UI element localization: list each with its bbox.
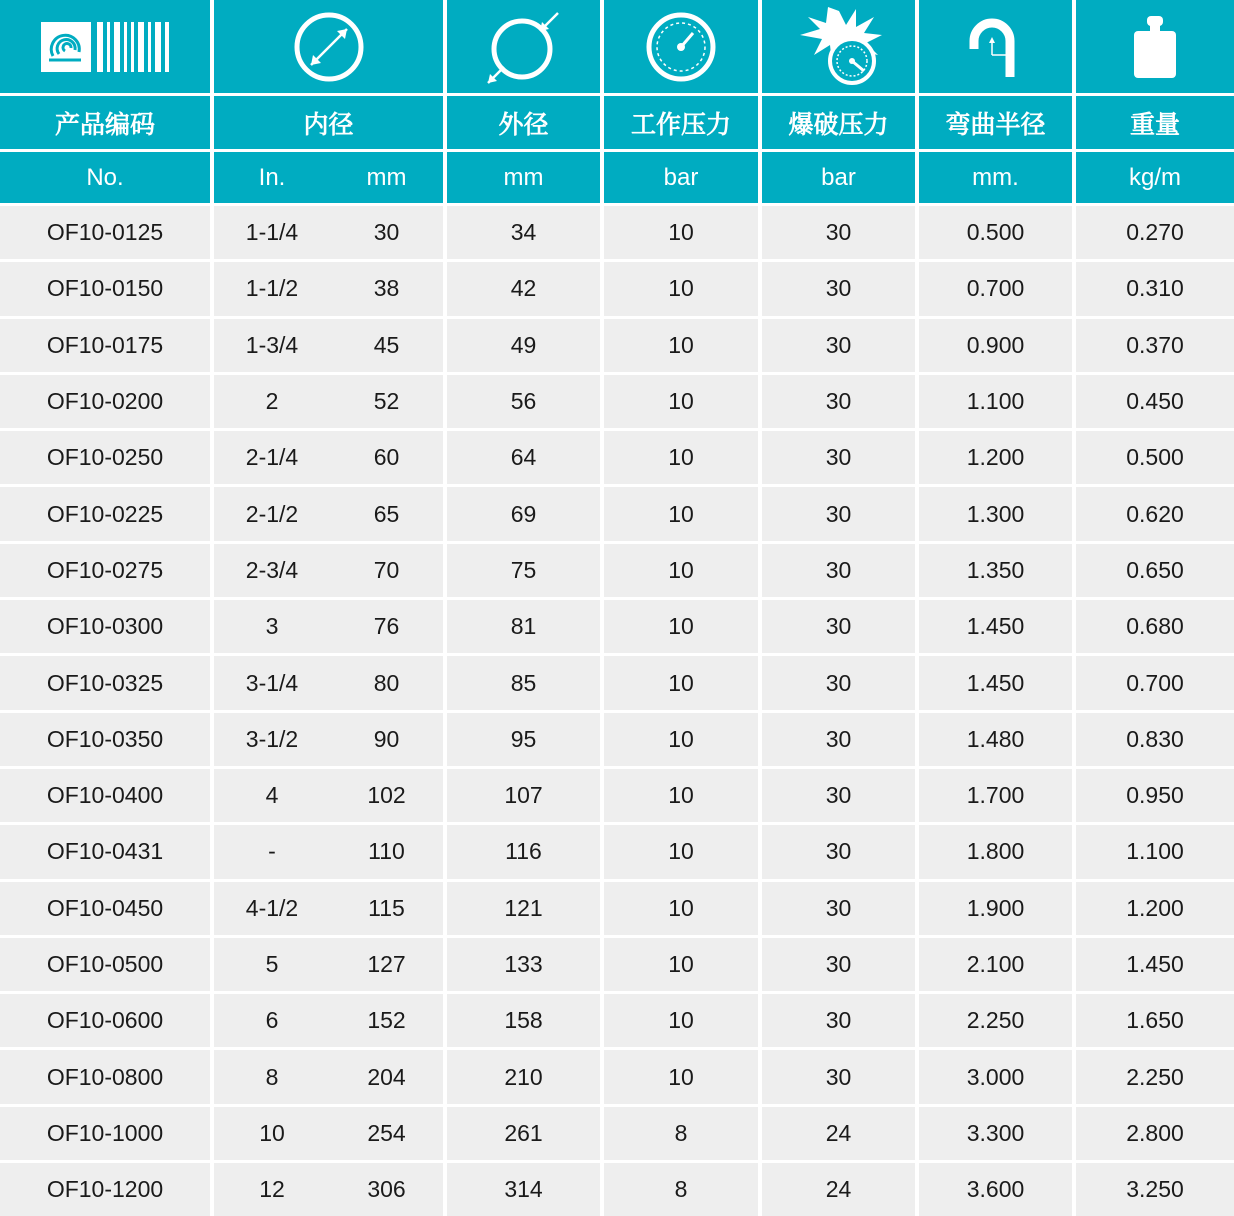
cell-bend-radius: 0.500 <box>919 203 1076 259</box>
cell-burst-pressure: 30 <box>762 766 919 822</box>
cell-working-pressure: 10 <box>604 316 762 372</box>
bend-radius-icon-cell <box>919 0 1076 96</box>
cell-inner-mm: 38 <box>330 259 447 315</box>
cell-inner-in: 8 <box>214 1047 330 1103</box>
unit-inner-mm: mm <box>330 152 447 203</box>
cell-working-pressure: 8 <box>604 1160 762 1216</box>
cell-weight: 0.270 <box>1076 203 1234 259</box>
cell-bend-radius: 1.450 <box>919 653 1076 709</box>
cell-burst-pressure: 24 <box>762 1160 919 1216</box>
cell-bend-radius: 1.450 <box>919 597 1076 653</box>
cell-inner-mm: 52 <box>330 372 447 428</box>
burst-pressure-gauge-icon <box>794 5 884 89</box>
cell-weight: 2.800 <box>1076 1104 1234 1160</box>
cell-bend-radius: 1.700 <box>919 766 1076 822</box>
cell-inner-mm: 65 <box>330 484 447 540</box>
cell-weight: 0.370 <box>1076 316 1234 372</box>
header-code: 产品编码 <box>0 96 214 152</box>
cell-weight: 1.450 <box>1076 935 1234 991</box>
table-row <box>0 766 1234 822</box>
table-row <box>0 1047 1234 1103</box>
cell-weight: 3.250 <box>1076 1160 1234 1216</box>
cell-code: OF10-0325 <box>0 653 214 709</box>
unit-bend-radius: mm. <box>919 152 1076 203</box>
cell-outer: 116 <box>447 822 604 878</box>
cell-burst-pressure: 30 <box>762 710 919 766</box>
cell-code: OF10-0275 <box>0 541 214 597</box>
cell-code: OF10-0125 <box>0 203 214 259</box>
cell-inner-mm: 70 <box>330 541 447 597</box>
cell-working-pressure: 10 <box>604 428 762 484</box>
cell-burst-pressure: 30 <box>762 203 919 259</box>
cell-code: OF10-0600 <box>0 991 214 1047</box>
cell-bend-radius: 1.800 <box>919 822 1076 878</box>
cell-outer: 75 <box>447 541 604 597</box>
table-row <box>0 653 1234 709</box>
cell-inner-in: 5 <box>214 935 330 991</box>
cell-bend-radius: 3.600 <box>919 1160 1076 1216</box>
cell-working-pressure: 10 <box>604 259 762 315</box>
cell-code: OF10-0450 <box>0 879 214 935</box>
header-bend-radius: 弯曲半径 <box>919 96 1076 152</box>
logo-cell <box>0 0 214 96</box>
cell-working-pressure: 10 <box>604 991 762 1047</box>
cell-outer: 56 <box>447 372 604 428</box>
cell-bend-radius: 1.480 <box>919 710 1076 766</box>
cell-working-pressure: 10 <box>604 203 762 259</box>
outer-diameter-icon-cell <box>447 0 604 96</box>
cell-burst-pressure: 30 <box>762 935 919 991</box>
cell-inner-in: 3-1/4 <box>214 653 330 709</box>
cell-outer: 210 <box>447 1047 604 1103</box>
cell-code: OF10-0225 <box>0 484 214 540</box>
cell-bend-radius: 3.300 <box>919 1104 1076 1160</box>
cell-inner-mm: 204 <box>330 1047 447 1103</box>
cell-outer: 314 <box>447 1160 604 1216</box>
cell-working-pressure: 10 <box>604 1047 762 1103</box>
header-outer-diameter: 外径 <box>447 96 604 152</box>
cell-inner-mm: 306 <box>330 1160 447 1216</box>
cell-inner-in: 2-1/2 <box>214 484 330 540</box>
cell-inner-in: 4-1/2 <box>214 879 330 935</box>
cell-outer: 121 <box>447 879 604 935</box>
cell-inner-in: 1-1/2 <box>214 259 330 315</box>
brand-logo-icon <box>39 20 171 74</box>
inner-diameter-icon <box>291 9 367 85</box>
cell-outer: 261 <box>447 1104 604 1160</box>
cell-bend-radius: 1.350 <box>919 541 1076 597</box>
cell-inner-mm: 76 <box>330 597 447 653</box>
unit-working-pressure: bar <box>604 152 762 203</box>
cell-burst-pressure: 30 <box>762 428 919 484</box>
cell-inner-in: 2-3/4 <box>214 541 330 597</box>
cell-burst-pressure: 30 <box>762 822 919 878</box>
table-row <box>0 935 1234 991</box>
cell-weight: 2.250 <box>1076 1047 1234 1103</box>
cell-outer: 81 <box>447 597 604 653</box>
cell-weight: 0.500 <box>1076 428 1234 484</box>
working-pressure-icon-cell <box>604 0 762 96</box>
cell-code: OF10-0200 <box>0 372 214 428</box>
cell-code: OF10-0300 <box>0 597 214 653</box>
cell-code: OF10-0800 <box>0 1047 214 1103</box>
table-row <box>0 541 1234 597</box>
cell-code: OF10-0250 <box>0 428 214 484</box>
cell-code: OF10-0431 <box>0 822 214 878</box>
table-row <box>0 1160 1234 1216</box>
cell-inner-in: 10 <box>214 1104 330 1160</box>
working-pressure-gauge-icon <box>643 9 719 85</box>
cell-burst-pressure: 30 <box>762 653 919 709</box>
cell-inner-mm: 254 <box>330 1104 447 1160</box>
cell-inner-in: 12 <box>214 1160 330 1216</box>
header-inner-diameter: 内径 <box>214 96 447 152</box>
cell-outer: 34 <box>447 203 604 259</box>
cell-outer: 69 <box>447 484 604 540</box>
unit-weight: kg/m <box>1128 163 1181 191</box>
cell-burst-pressure: 30 <box>762 372 919 428</box>
cell-inner-in: - <box>214 822 330 878</box>
inner-diameter-icon-cell <box>214 0 447 96</box>
cell-bend-radius: 0.700 <box>919 259 1076 315</box>
unit-outer: mm <box>447 152 604 203</box>
cell-outer: 95 <box>447 710 604 766</box>
cell-weight: 0.680 <box>1076 597 1234 653</box>
cell-code: OF10-0350 <box>0 710 214 766</box>
cell-inner-in: 2-1/4 <box>214 428 330 484</box>
table-row <box>0 203 1234 259</box>
header-icon-row <box>0 0 1234 96</box>
cell-bend-radius: 0.900 <box>919 316 1076 372</box>
cell-bend-radius: 1.300 <box>919 484 1076 540</box>
cell-working-pressure: 10 <box>604 935 762 991</box>
cell-inner-in: 4 <box>214 766 330 822</box>
weight-icon-cell <box>1076 0 1234 96</box>
cell-working-pressure: 8 <box>604 1104 762 1160</box>
cell-inner-in: 1-3/4 <box>214 316 330 372</box>
table-row <box>0 710 1234 766</box>
cell-weight: 0.830 <box>1076 710 1234 766</box>
cell-inner-mm: 127 <box>330 935 447 991</box>
cell-bend-radius: 1.100 <box>919 372 1076 428</box>
cell-inner-mm: 115 <box>330 879 447 935</box>
cell-inner-mm: 110 <box>330 822 447 878</box>
table-row <box>0 822 1234 878</box>
header-burst-pressure: 爆破压力 <box>762 96 919 152</box>
cell-bend-radius: 2.100 <box>919 935 1076 991</box>
cell-burst-pressure: 30 <box>762 991 919 1047</box>
cell-working-pressure: 10 <box>604 822 762 878</box>
cell-weight: 0.950 <box>1076 766 1234 822</box>
unit-burst-pressure: bar <box>762 152 919 203</box>
cell-working-pressure: 10 <box>604 710 762 766</box>
cell-burst-pressure: 30 <box>762 879 919 935</box>
cell-code: OF10-0175 <box>0 316 214 372</box>
cell-working-pressure: 10 <box>604 653 762 709</box>
table-row <box>0 372 1234 428</box>
cell-burst-pressure: 30 <box>762 1047 919 1103</box>
cell-code: OF10-0500 <box>0 935 214 991</box>
cell-code: OF10-0400 <box>0 766 214 822</box>
outer-diameter-icon <box>482 5 566 89</box>
table-row <box>0 484 1234 540</box>
cell-inner-mm: 90 <box>330 710 447 766</box>
cell-bend-radius: 3.000 <box>919 1047 1076 1103</box>
cell-weight: 1.650 <box>1076 991 1234 1047</box>
cell-inner-mm: 60 <box>330 428 447 484</box>
table-row <box>0 259 1234 315</box>
cell-working-pressure: 10 <box>604 484 762 540</box>
cell-burst-pressure: 30 <box>762 484 919 540</box>
cell-outer: 42 <box>447 259 604 315</box>
cell-burst-pressure: 30 <box>762 316 919 372</box>
cell-inner-mm: 80 <box>330 653 447 709</box>
cell-inner-mm: 152 <box>330 991 447 1047</box>
cell-weight: 0.450 <box>1076 372 1234 428</box>
cell-bend-radius: 1.900 <box>919 879 1076 935</box>
cell-outer: 64 <box>447 428 604 484</box>
cell-code: OF10-0150 <box>0 259 214 315</box>
cell-inner-in: 3-1/2 <box>214 710 330 766</box>
cell-working-pressure: 10 <box>604 879 762 935</box>
header-unit-row <box>0 152 1234 203</box>
cell-inner-in: 3 <box>214 597 330 653</box>
cell-weight: 0.700 <box>1076 653 1234 709</box>
cell-burst-pressure: 24 <box>762 1104 919 1160</box>
header-weight: 重量 <box>1076 96 1234 152</box>
cell-burst-pressure: 30 <box>762 541 919 597</box>
table-row <box>0 991 1234 1047</box>
cell-inner-in: 2 <box>214 372 330 428</box>
cell-burst-pressure: 30 <box>762 597 919 653</box>
cell-outer: 133 <box>447 935 604 991</box>
cell-working-pressure: 10 <box>604 541 762 597</box>
cell-burst-pressure: 30 <box>762 259 919 315</box>
cell-working-pressure: 10 <box>604 766 762 822</box>
bend-radius-icon <box>966 15 1026 79</box>
cell-inner-mm: 30 <box>330 203 447 259</box>
table-row <box>0 428 1234 484</box>
cell-inner-mm: 45 <box>330 316 447 372</box>
cell-inner-mm: 102 <box>330 766 447 822</box>
cell-bend-radius: 2.250 <box>919 991 1076 1047</box>
header-working-pressure: 工作压力 <box>604 96 762 152</box>
cell-bend-radius: 1.200 <box>919 428 1076 484</box>
cell-working-pressure: 10 <box>604 597 762 653</box>
unit-inner-in: In. <box>258 163 286 191</box>
table-row <box>0 1104 1234 1160</box>
table-row <box>0 316 1234 372</box>
cell-weight: 0.650 <box>1076 541 1234 597</box>
cell-weight: 1.200 <box>1076 879 1234 935</box>
cell-outer: 49 <box>447 316 604 372</box>
cell-weight: 1.100 <box>1076 822 1234 878</box>
cell-inner-in: 6 <box>214 991 330 1047</box>
weight-icon <box>1131 14 1179 80</box>
cell-outer: 107 <box>447 766 604 822</box>
cell-code: OF10-1000 <box>0 1104 214 1160</box>
cell-working-pressure: 10 <box>604 372 762 428</box>
table-row <box>0 879 1234 935</box>
cell-code: OF10-1200 <box>0 1160 214 1216</box>
cell-inner-in: 1-1/4 <box>214 203 330 259</box>
unit-code: No. <box>0 152 214 203</box>
header-name-row <box>0 96 1234 152</box>
cell-weight: 0.620 <box>1076 484 1234 540</box>
cell-weight: 0.310 <box>1076 259 1234 315</box>
table-row <box>0 597 1234 653</box>
cell-outer: 85 <box>447 653 604 709</box>
table-body <box>0 203 1234 1216</box>
burst-pressure-icon-cell <box>762 0 919 96</box>
cell-outer: 158 <box>447 991 604 1047</box>
